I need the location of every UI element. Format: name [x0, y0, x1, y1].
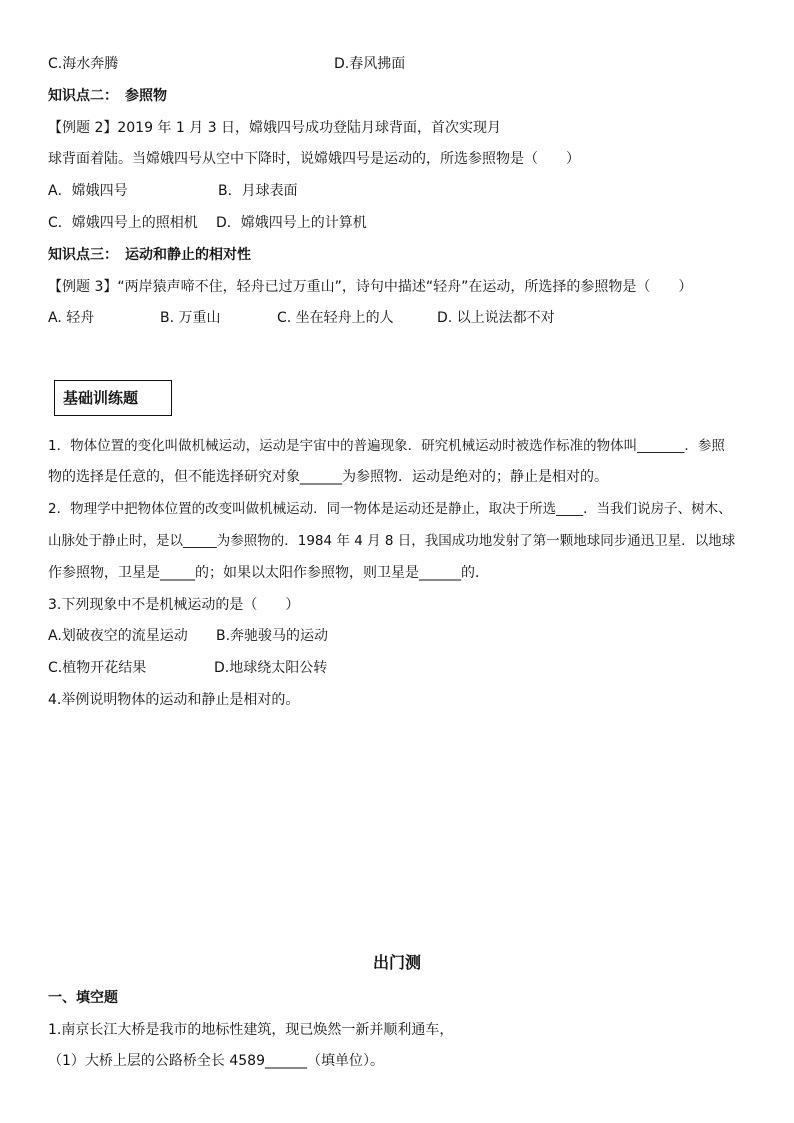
knowledge-point-3: 知识点三： 运动和静止的相对性 [48, 247, 251, 263]
knowledge-point-2: 知识点二： 参照物 [48, 88, 167, 104]
q2-line3: 作参照物，卫星是_____的；如果以太阳作参照物，则卫星是______的． [48, 565, 489, 581]
fill-in-section-title: 一、填空题 [48, 990, 118, 1006]
example-2-option-b: B．月球表面 [218, 183, 298, 199]
example-3-option-c: C. 坐在轻舟上的人 [277, 310, 394, 326]
option-d-top: D.春风拂面 [334, 56, 406, 72]
q3-option-d: D.地球绕太阳公转 [214, 660, 328, 676]
q2-line1: 2．物理学中把物体位置的改变叫做机械运动．同一物体是运动还是静止，取决于所选____．当我们说房子、树木、 [48, 501, 732, 517]
q3-option-a: A.划破夜空的流星运动 [48, 628, 188, 644]
example-2-line1: 【例题 2】2019 年 1 月 3 日，嫦娥四号成功登陆月球背面，首次实现月 [48, 120, 502, 136]
q3-stem: 3.下列现象中不是机械运动的是（ ） [48, 597, 300, 613]
option-c-top: C.海水奔腾 [48, 56, 119, 72]
example-2-line2: 球背面着陆。当嫦娥四号从空中下降时，说嫦娥四号是运动的，所选参照物是（ ） [48, 151, 580, 167]
example-2-option-a: A．嫦娥四号 [48, 183, 128, 199]
q3-option-c: C.植物开花结果 [48, 660, 147, 676]
example-3-option-b: B. 万重山 [160, 310, 221, 326]
exit-q1-line2: （1）大桥上层的公路桥全长 4589______（填单位）。 [48, 1053, 384, 1069]
q3-option-b: B.奔驰骏马的运动 [216, 628, 329, 644]
example-2-option-d: D．嫦娥四号上的计算机 [216, 215, 367, 231]
q4: 4.举例说明物体的运动和静止是相对的。 [48, 692, 300, 708]
q2-line2: 山脉处于静止时，是以_____为参照物的．1984 年 4 月 8 日，我国成功地发射了第一颗地球同步通迅卫星．以地球 [48, 533, 736, 549]
q1-line1: 1．物体位置的变化叫做机械运动，运动是宇宙中的普遍现象．研究机械运动时被选作标准的物体叫_______．参照 [48, 438, 725, 454]
exit-test-title: 出门测 [372, 953, 421, 972]
basic-training-title: 基础训练题 [63, 389, 139, 407]
q1-line2: 物的选择是任意的，但不能选择研究对象______为参照物．运动是绝对的；静止是相对的。 [48, 469, 608, 485]
example-2-option-c: C．嫦娥四号上的照相机 [48, 215, 198, 231]
example-3-option-d: D. 以上说法都不对 [437, 310, 555, 326]
exit-q1-line1: 1.南京长江大桥是我市的地标性建筑，现已焕然一新并顺利通车， [48, 1022, 454, 1038]
example-3-option-a: A. 轻舟 [48, 310, 95, 326]
example-3-line1: 【例题 3】“两岸猿声啼不住，轻舟已过万重山”，诗句中描述“轻舟”在运动，所选择的参照物是（ ） [48, 279, 693, 295]
basic-training-title-box [54, 380, 172, 416]
